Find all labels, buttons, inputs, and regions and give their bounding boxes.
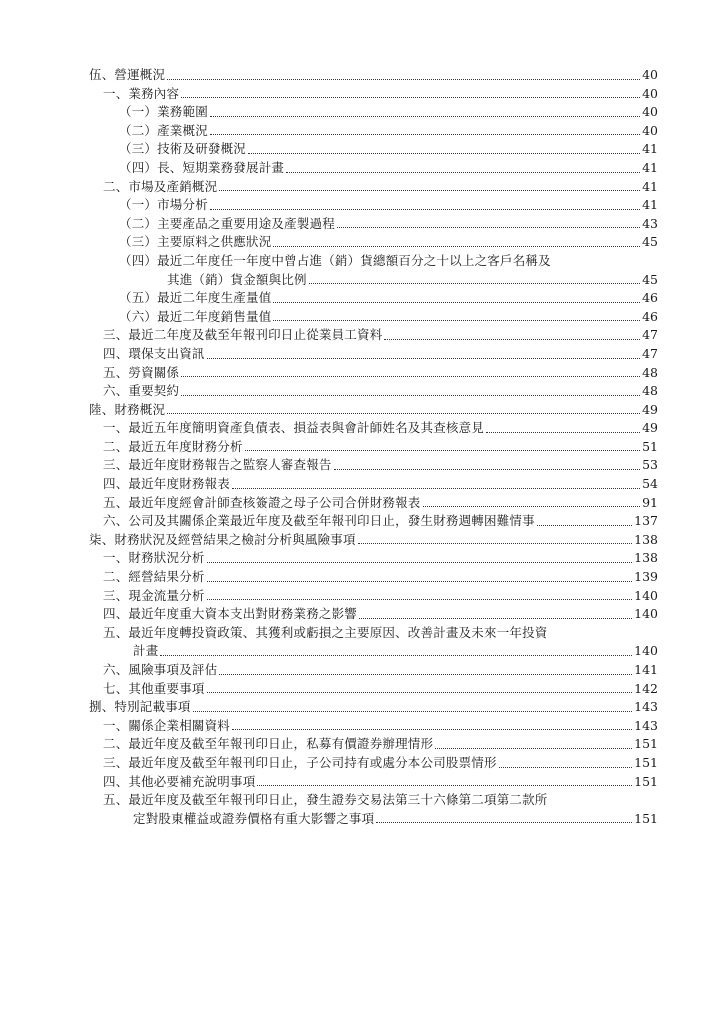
toc-page-number: 41 <box>642 141 658 157</box>
toc-entry-text: 計畫 <box>133 643 159 659</box>
toc-entry <box>89 308 658 327</box>
toc-leader-dots <box>499 767 632 768</box>
toc-entry <box>89 196 658 215</box>
toc-entry <box>89 345 658 364</box>
toc-leader-dots <box>219 190 640 191</box>
toc-leader-dots <box>207 599 633 600</box>
toc-entry-text: 五、最近年度及截至年報刊印日止，發生證券交易法第三十六條第二項第二款所 <box>103 792 548 808</box>
toc-entry <box>89 271 658 290</box>
toc-leader-dots <box>167 413 640 414</box>
toc-entry <box>89 364 658 383</box>
toc-entry <box>89 289 658 308</box>
toc-entry-text: 五、最近年度經會計師查核簽證之母子公司合併財務報表 <box>103 494 421 510</box>
toc-entry <box>89 717 658 736</box>
toc-entry-text: （一）市場分析 <box>119 197 208 213</box>
toc-page-number: 137 <box>634 513 658 529</box>
toc-entry <box>89 475 658 494</box>
toc-entry <box>89 85 658 104</box>
toc-page-number: 141 <box>634 662 658 677</box>
toc-page-number: 54 <box>642 476 658 492</box>
toc-page-number: 48 <box>642 364 658 380</box>
toc-leader-dots <box>376 822 632 823</box>
toc-entry-text: （二）主要產品之重要用途及產製過程 <box>119 215 335 231</box>
toc-leader-dots <box>337 227 640 228</box>
toc-leader-dots <box>181 376 640 377</box>
toc-page-number: 139 <box>634 569 658 585</box>
toc-leader-dots <box>219 674 632 675</box>
toc-leader-dots <box>286 172 640 173</box>
toc-leader-dots <box>207 581 633 582</box>
toc-leader-dots <box>309 283 640 284</box>
toc-leader-dots <box>334 469 640 470</box>
toc-entry-text: 六、重要契約 <box>103 383 180 399</box>
toc-leader-dots <box>181 395 640 396</box>
toc-entry-text: 二、經營結果分析 <box>103 569 205 585</box>
toc-entry-text: 二、最近五年度財務分析 <box>103 438 243 454</box>
toc-entry-text: 四、最近年度財務報表 <box>103 476 231 492</box>
toc-entry-text: （一）業務範圍 <box>119 104 208 120</box>
toc-entry <box>89 103 658 122</box>
toc-entry <box>89 401 658 420</box>
toc-leader-dots <box>358 543 632 544</box>
toc-page-number: 45 <box>642 234 658 250</box>
toc-entry-text: （六）最近二年度銷售量值 <box>119 308 272 324</box>
toc-page-number: 46 <box>642 290 658 306</box>
toc-entry-text: 三、最近年度財務報告之監察人審查報告 <box>103 457 332 473</box>
toc-leader-dots <box>273 246 640 247</box>
toc-entry-text: 四、最近年度重大資本支出對財務業務之影響 <box>103 606 358 622</box>
toc-entry <box>89 140 658 159</box>
toc-page-number: 91 <box>642 494 658 510</box>
toc-page-number: 46 <box>642 308 658 324</box>
toc-leader-dots <box>537 525 632 526</box>
toc-entry-text: 一、最近五年度簡明資產負債表、損益表與會計師姓名及其查核意見 <box>103 420 485 436</box>
toc-leader-dots <box>248 153 640 154</box>
toc-entry-text: 一、關係企業相關資料 <box>103 717 231 733</box>
toc-entry-text: （二）產業概況 <box>119 122 208 138</box>
toc-page-number: 41 <box>642 197 658 213</box>
toc-entry-text: 陸、財務概況 <box>89 401 166 417</box>
toc-entry-text: 五、勞資關係 <box>103 364 180 380</box>
toc-leader-dots <box>435 748 632 749</box>
toc-entry <box>89 419 658 438</box>
toc-leader-dots <box>210 116 640 117</box>
toc-entry-text: 二、市場及產銷概況 <box>103 178 218 194</box>
toc-entry <box>89 735 658 754</box>
toc-entry <box>89 178 658 197</box>
toc-leader-dots <box>273 320 640 321</box>
toc-entry <box>89 122 658 141</box>
toc-entry <box>89 754 658 773</box>
toc-page-number: 138 <box>634 531 658 547</box>
toc-page-number: 151 <box>634 754 658 770</box>
toc-page-number: 140 <box>634 606 658 622</box>
toc-entry <box>89 382 658 401</box>
toc-page-number: 48 <box>642 383 658 399</box>
toc-entry-text: 二、最近年度及截至年報刊印日止，私募有價證券辦理情形 <box>103 736 434 752</box>
toc-entry <box>89 661 658 680</box>
toc-entry-text: （三）技術及研發概況 <box>119 141 247 157</box>
toc-page-number: 47 <box>642 327 658 343</box>
toc-page-number: 151 <box>634 736 658 752</box>
toc-entry <box>89 791 658 810</box>
toc-entry-text: 四、其他必要補充說明事項 <box>103 773 256 789</box>
toc-leader-dots <box>423 506 641 507</box>
toc-page-number: 151 <box>634 773 658 789</box>
toc-entry-text: 伍、營運概況 <box>89 67 166 82</box>
toc-entry-text: 四、環保支出資訊 <box>103 345 205 361</box>
toc-entry-text: 其進（銷）貨金額與比例 <box>167 271 307 287</box>
table-of-contents <box>89 66 658 828</box>
toc-leader-dots <box>245 450 640 451</box>
toc-page-number: 140 <box>634 643 658 659</box>
toc-entry <box>89 438 658 457</box>
toc-leader-dots <box>207 692 633 693</box>
toc-entry-text: 一、業務內容 <box>103 85 180 101</box>
toc-entry <box>89 624 658 643</box>
toc-entry <box>89 494 658 513</box>
toc-page-number: 143 <box>634 717 658 733</box>
toc-leader-dots <box>384 339 640 340</box>
toc-entry <box>89 698 658 717</box>
toc-leader-dots <box>210 209 640 210</box>
toc-entry <box>89 568 658 587</box>
toc-entry-text: 三、最近年度及截至年報刊印日止，子公司持有或處分本公司股票情形 <box>103 754 497 770</box>
toc-leader-dots <box>167 79 640 80</box>
toc-page-number: 142 <box>634 680 658 696</box>
toc-entry-text: 柒、財務狀況及經營結果之檢討分析與風險事項 <box>89 531 356 547</box>
toc-entry <box>89 456 658 475</box>
toc-entry <box>89 512 658 531</box>
toc-leader-dots <box>210 134 640 135</box>
toc-entry-text: 定對股東權益或證券價格有重大影響之事項 <box>133 810 375 826</box>
toc-page-number: 41 <box>642 178 658 194</box>
toc-leader-dots <box>207 562 633 563</box>
toc-leader-dots <box>486 432 640 433</box>
toc-page-number: 51 <box>642 438 658 454</box>
toc-leader-dots <box>257 785 632 786</box>
toc-page-number: 41 <box>642 159 658 175</box>
toc-entry <box>89 252 658 271</box>
toc-entry-text: 六、公司及其關係企業最近年度及截至年報刊印日止，發生財務週轉困難情事 <box>103 513 535 529</box>
toc-entry <box>89 66 658 85</box>
toc-entry-text: 六、風險事項及評估 <box>103 662 218 677</box>
toc-entry <box>89 531 658 550</box>
toc-entry <box>89 680 658 699</box>
toc-entry <box>89 587 658 606</box>
toc-leader-dots <box>160 655 632 656</box>
toc-entry-text: 七、其他重要事項 <box>103 680 205 696</box>
toc-page-number: 49 <box>642 401 658 417</box>
toc-entry <box>89 215 658 234</box>
toc-leader-dots <box>181 97 640 98</box>
toc-page-number: 40 <box>642 104 658 120</box>
toc-entry <box>89 605 658 624</box>
toc-leader-dots <box>273 302 640 303</box>
toc-leader-dots <box>232 729 632 730</box>
toc-entry-text: 捌、特別記載事項 <box>89 699 191 715</box>
toc-page-number: 40 <box>642 85 658 101</box>
toc-page-number: 143 <box>634 699 658 715</box>
toc-entry-text: （四）最近二年度任一年度中曾占進（銷）貨總額百分之十以上之客戶名稱及 <box>119 252 551 268</box>
toc-entry <box>89 326 658 345</box>
toc-page-number: 53 <box>642 457 658 473</box>
toc-page-number: 40 <box>642 67 658 82</box>
toc-page-number: 40 <box>642 122 658 138</box>
toc-page-number: 140 <box>634 587 658 603</box>
toc-entry-text: 三、最近二年度及截至年報刊印日止從業員工資料 <box>103 327 383 343</box>
toc-leader-dots <box>193 711 633 712</box>
toc-leader-dots <box>207 358 640 359</box>
toc-entry <box>89 233 658 252</box>
toc-leader-dots <box>359 618 632 619</box>
toc-entry <box>89 549 658 568</box>
toc-entry <box>89 642 658 661</box>
toc-entry-text: （三）主要原料之供應狀況 <box>119 234 272 250</box>
toc-entry-text: 五、最近年度轉投資政策、其獲利或虧損之主要原因、改善計畫及未來一年投資 <box>103 624 548 640</box>
toc-entry-text: 一、財務狀況分析 <box>103 550 205 566</box>
toc-entry <box>89 810 658 829</box>
toc-page-number: 138 <box>634 550 658 566</box>
toc-entry <box>89 159 658 178</box>
toc-entry-text: （四）長、短期業務發展計畫 <box>119 159 285 175</box>
toc-page-number: 47 <box>642 345 658 361</box>
toc-page-number: 43 <box>642 215 658 231</box>
toc-page-number: 49 <box>642 420 658 436</box>
toc-entry <box>89 773 658 792</box>
toc-page-number: 151 <box>634 810 658 826</box>
toc-page-number: 45 <box>642 271 658 287</box>
toc-leader-dots <box>232 488 640 489</box>
toc-entry-text: （五）最近二年度生產量值 <box>119 290 272 306</box>
toc-entry-text: 三、現金流量分析 <box>103 587 205 603</box>
